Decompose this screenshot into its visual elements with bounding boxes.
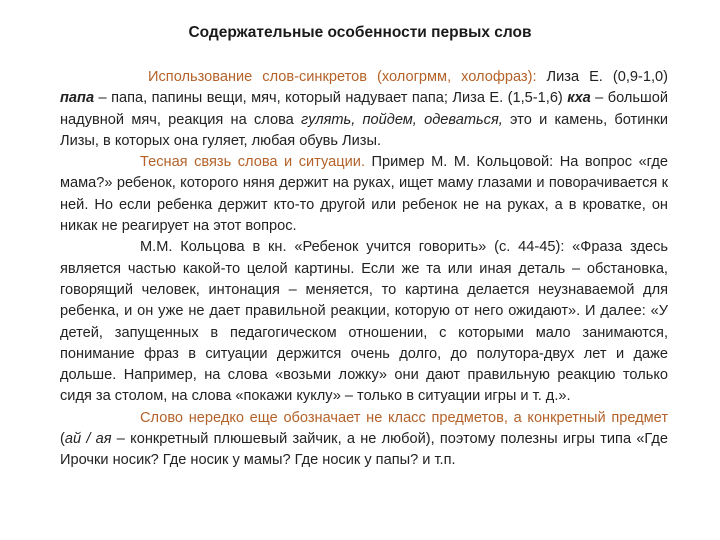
text-span: – папа, папины вещи, мяч, который надувает папа; Лиза Е. (1,5-1,6) [94, 90, 568, 107]
body-text [60, 67, 668, 472]
text-span: ( [60, 431, 65, 448]
text-span: Пример М. М. Кольцовой: На вопрос «где мама?» ребенок, которого няня держит на руках, ищет маму глазами и поворачивается к ней. Но если ребенка держит кто-то другой или ребенок не на руках, а в кроватке, он никак не реагирует на этот вопрос. [60, 154, 668, 235]
paragraph-word-situation [60, 152, 668, 237]
example-words-walk: гулять, пойдем, одеваться, [301, 111, 503, 128]
paragraph-concrete-object [60, 408, 668, 472]
heading-concrete-object: Слово нередко еще обозначает не класс предметов, а конкретный предмет [140, 409, 668, 426]
example-word-papa: папа [60, 90, 95, 107]
text-span: Лиза Е. (0,9-1,0) [536, 69, 668, 85]
text-span: М.М. Кольцова в кн. «Ребенок учится говорить» (с. 44-45): «Фраза здесь является частью какой-то целой картины. Если же та или иная деталь – обстановка, говорящий человек, интонация – меняется, то картина делается неузнаваемой для ребенка, и он уже не дает правильной реакции, которую от него ожидают». И далее: «У детей, запущенных в педагогическом отношении, с которыми мало занимаются, понимание фраз в ситуации держится очень долго, до полутора-двух лет и даже дольше. Например, на слова «возьми ложку» они дают правильную реакцию только сидя за столом, на слова «покажи куклу» – только в ситуации игры и т. д.». [60, 239, 668, 405]
text-span: – большой надувной мяч, реакция на слова [60, 90, 668, 128]
example-word-ai: ай / ая [64, 431, 112, 448]
example-word-kha: кха [567, 90, 591, 107]
paragraph-syncretic-words [60, 67, 668, 152]
paragraph-koltsova-quote [60, 237, 668, 407]
heading-word-situation: Тесная связь слова и ситуации. [140, 154, 365, 171]
text-span: это и камень, ботинки Лизы, в которых она гуляет, любая обувь Лизы. [60, 111, 668, 149]
text-span: – конкретный плюшевый зайчик, а не любой), поэтому полезны игры типа «Где Ирочки носик? Где носик у мамы? Где носик у папы? и т.п. [60, 431, 668, 469]
heading-syncretic-words: Использование слов-синкретов (хологрмм, холофраз): [148, 69, 537, 85]
page-title: Содержательные особенности первых слов [188, 24, 532, 41]
